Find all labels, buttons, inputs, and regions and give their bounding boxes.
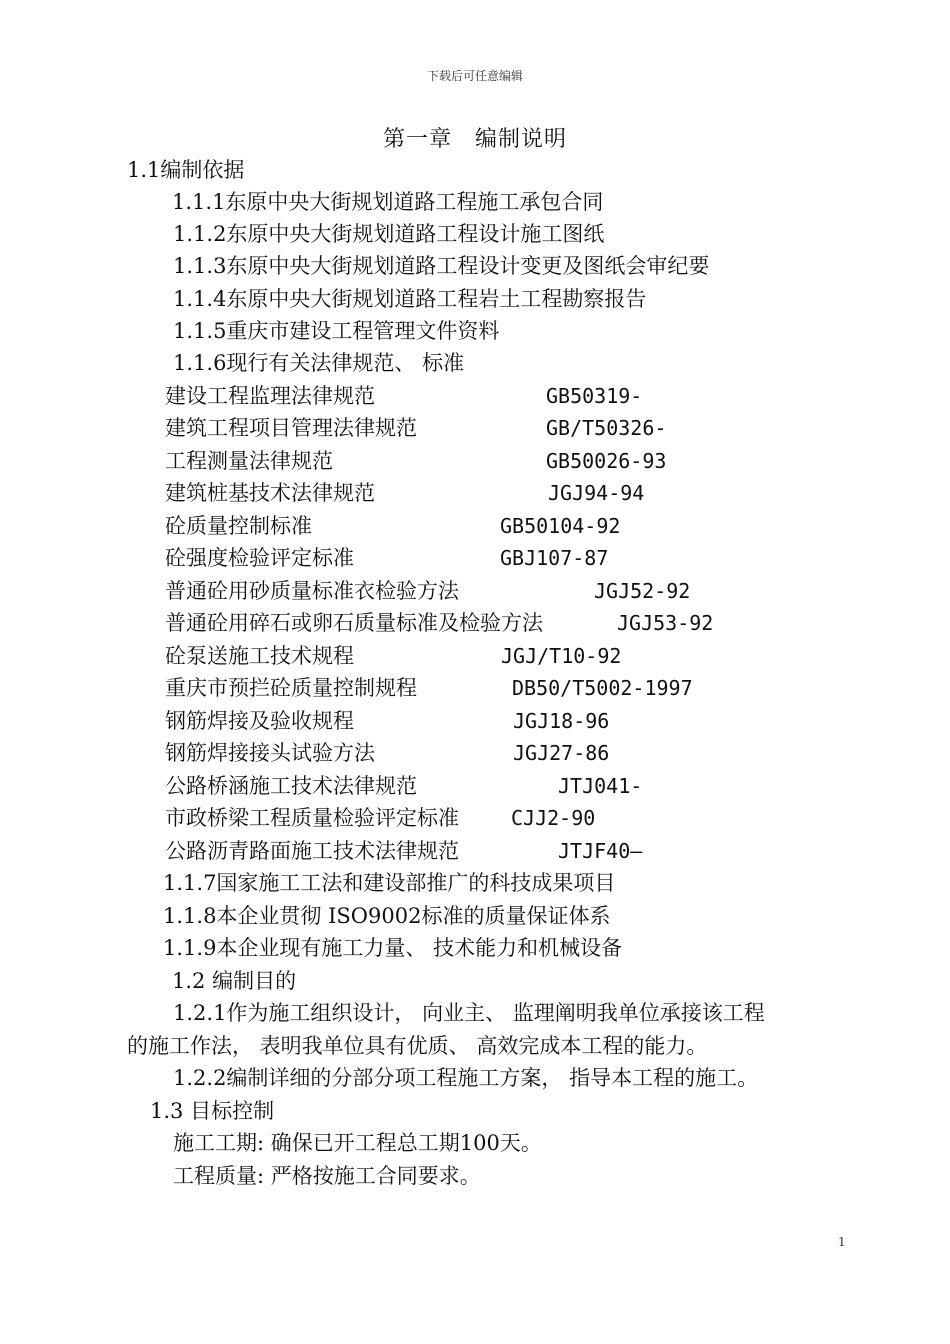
standard-name: 建设工程监理法律规范: [165, 384, 375, 408]
standard-code: JGJ52-92: [594, 579, 691, 603]
purpose-paragraph-1-line-1: 1.2.1作为施工组织设计， 向业主、 监理阐明我单位承接该工程: [173, 1001, 765, 1025]
standard-code: CJJ2-90: [511, 806, 596, 830]
standard-name: 砼质量控制标准: [165, 514, 312, 538]
purpose-paragraph-2: 1.2.2编制详细的分部分项工程施工方案， 指导本工程的施工。: [173, 1066, 759, 1090]
standard-code: JTJF40—: [558, 839, 643, 863]
standard-name: 钢筋焊接接头试验方法: [165, 741, 375, 765]
basis-item-2: 1.1.2东原中央大街规划道路工程设计施工图纸: [173, 222, 605, 246]
standard-code: JGJ18-96: [513, 709, 610, 733]
standard-code: JGJ94-94: [548, 481, 645, 505]
standard-name: 市政桥梁工程质量检验评定标准: [165, 806, 459, 830]
section-heading-1-1: 1.1编制依据: [127, 158, 245, 182]
standard-name: 公路桥涵施工技术法律规范: [165, 774, 417, 798]
basis-item-1: 1.1.1东原中央大街规划道路工程施工承包合同: [172, 190, 604, 214]
standard-code: GB50026-93: [546, 449, 667, 473]
standard-code: JGJ/T10-92: [501, 644, 622, 668]
standard-name: 建筑桩基技术法律规范: [165, 481, 375, 505]
basis-item-9: 1.1.9本企业现有施工力量、 技术能力和机械设备: [163, 936, 623, 960]
section-heading-1-3: 1.3 目标控制: [150, 1099, 275, 1123]
standard-name: 钢筋焊接及验收规程: [165, 709, 354, 733]
goal-schedule: 施工工期: 确保已开工程总工期100天。: [173, 1131, 542, 1155]
standard-name: 砼强度检验评定标准: [165, 546, 354, 570]
basis-item-3: 1.1.3东原中央大街规划道路工程设计变更及图纸会审纪要: [173, 254, 710, 278]
standard-name: 砼泵送施工技术规程: [165, 644, 354, 668]
standard-name: 重庆市预拦砼质量控制规程: [165, 676, 417, 700]
basis-item-7: 1.1.7国家施工工法和建设部推广的科技成果项目: [163, 871, 616, 895]
purpose-paragraph-1-line-2: 的施工作法， 表明我单位具有优质、 高效完成本工程的能力。: [127, 1034, 708, 1058]
standard-code: JTJ041-: [558, 774, 643, 798]
standard-code: GBJ107-87: [500, 546, 609, 570]
standard-name: 普通砼用碎石或卵石质量标准及检验方法: [165, 611, 543, 635]
standard-name: 建筑工程项目管理法律规范: [165, 416, 417, 440]
goal-quality: 工程质量: 严格按施工合同要求。: [173, 1164, 481, 1188]
standard-code: GB50319-: [546, 384, 643, 408]
standard-name: 公路沥青路面施工技术法律规范: [165, 839, 459, 863]
page-number: 1: [838, 1235, 846, 1249]
standard-name: 普通砼用砂质量标准衣检验方法: [165, 579, 459, 603]
basis-item-5: 1.1.5重庆市建设工程管理文件资料: [173, 319, 500, 343]
section-heading-1-2: 1.2 编制目的: [172, 969, 297, 993]
basis-item-4: 1.1.4东原中央大街规划道路工程岩土工程勘察报告: [173, 287, 647, 311]
standard-code: JGJ53-92: [617, 611, 714, 635]
standard-code: DB50/T5002-1997: [512, 676, 693, 700]
standard-code: GB50104-92: [500, 514, 621, 538]
standard-name: 工程测量法律规范: [165, 449, 333, 473]
chapter-title: 第一章 编制说明: [382, 127, 567, 152]
standard-code: GB/T50326-: [546, 416, 667, 440]
header-note: 下载后可任意编辑: [426, 69, 523, 83]
basis-item-6: 1.1.6现行有关法律规范、 标准: [173, 351, 465, 375]
basis-item-8: 1.1.8本企业贯彻 ISO9002标准的质量保证体系: [163, 904, 611, 928]
standard-code: JGJ27-86: [513, 741, 610, 765]
